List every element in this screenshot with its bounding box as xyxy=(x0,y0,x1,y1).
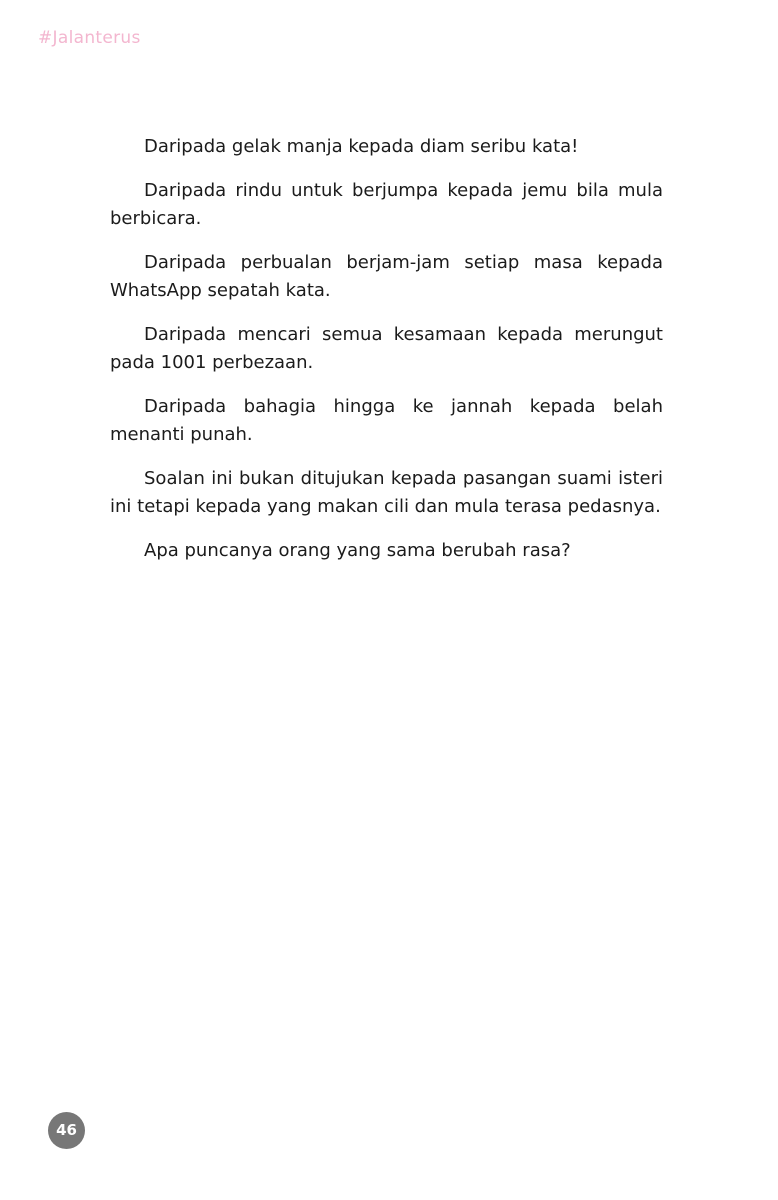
paragraph-3: Daripada perbualan berjam-jam setiap masa kepada WhatsApp sepatah kata. xyxy=(110,252,663,301)
paragraph-6: Soalan ini bukan ditujukan kepada pasangan suami isteri ini tetapi kepada yang makan cili dan mula terasa pedasnya. xyxy=(110,468,663,517)
page-number-badge: 46 xyxy=(48,1112,85,1149)
running-header-hashtag: #Jalanterus xyxy=(38,28,141,48)
paragraph-5: Daripada bahagia hingga ke jannah kepada belah menanti punah. xyxy=(110,396,663,445)
body-text xyxy=(110,133,663,581)
paragraph-7: Apa puncanya orang yang sama berubah rasa? xyxy=(144,540,571,561)
paragraph-1: Daripada gelak manja kepada diam seribu kata! xyxy=(144,136,579,157)
paragraph-2: Daripada rindu untuk berjumpa kepada jemu bila mula berbicara. xyxy=(110,180,663,229)
paragraph-4: Daripada mencari semua kesamaan kepada merungut pada 1001 perbezaan. xyxy=(110,324,663,373)
